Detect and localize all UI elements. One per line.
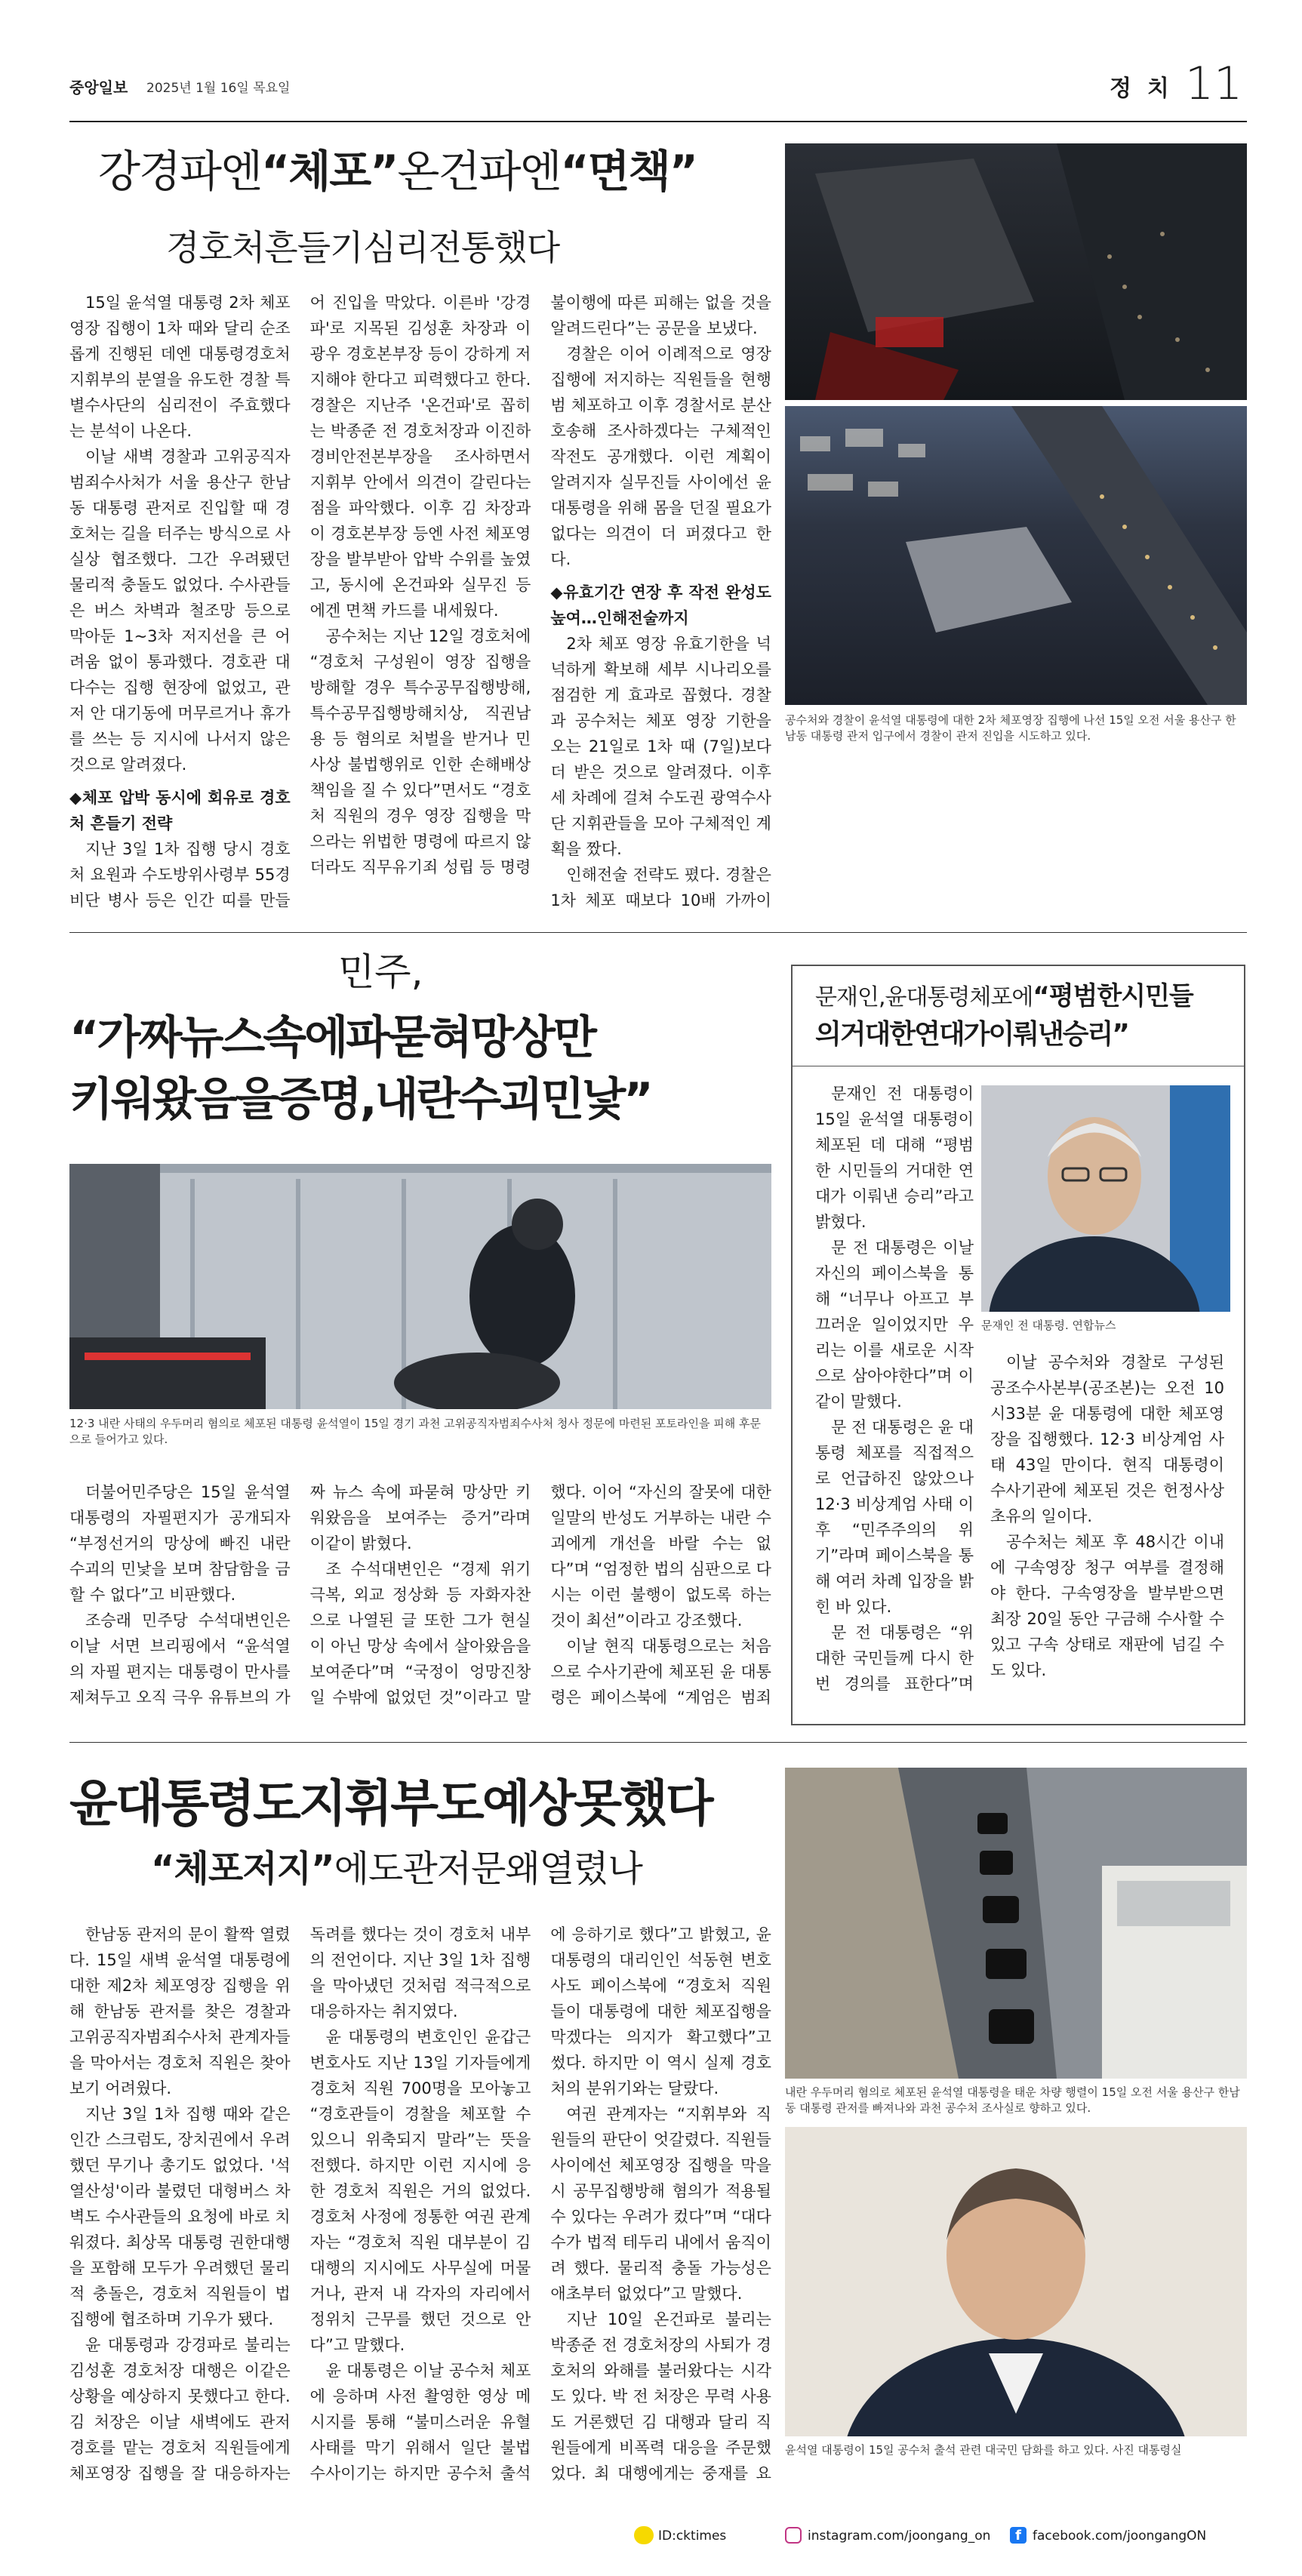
article1-headline: 강경파엔“체포”온건파엔“면책”	[98, 146, 697, 197]
article4-paragraph: 지난 10일 온건파로 불리는 박종준 전 경호처장의 사퇴가 경호처의 와해를 불러왔다는 시각도 있다. 박 전 처장은 무력 사용도 거론했던 김 대행과 달리 직원들에게 비폭력 대응을 주문했었다. 최 대행에게는 중재를 요	[550, 2310, 771, 2482]
night-aerial-image	[785, 143, 1247, 400]
article2-headline	[69, 1007, 779, 1131]
section-rule	[69, 932, 1247, 933]
article4-paragraph: 윤 대통령의 변호인인 윤갑근 변호사도 지난 13일 기자들에게 경호처 직원 700명을 모아놓고 “경호관들이 경찰을 체포할 수 있으니 위축되지 말라”는 뜻을 전했다. 하지만 이런 지시에 응한 경호처 직원은 거의 없었다. 경호처 사정에 정통한 여권 관계자는 “경호처 직원 대부분이 김 대행의 지시에도 사무실에 머물거나, 관저 내 각자의 자리에서 정위치 근무를 했던 것으로 안다”고 말했다.	[309, 2028, 531, 2354]
photo-yoon-arrival	[69, 1164, 771, 1409]
article1-paragraph: 15일 윤석열 대통령 2차 체포영장 집행이 1차 때와 달리 순조롭게 진행된 데엔 대통령경호처 지휘부의 분열을 유도한 경찰 특별수사단의 심리전이 주효했다는 분석이 나온다.	[69, 294, 291, 440]
photo-yoon-address	[785, 2127, 1247, 2436]
section-name: 정 치	[1110, 75, 1169, 102]
kakao-id[interactable]: ID:cktimes	[658, 2528, 727, 2544]
article2-paragraph: 이날 현직 대통령으로는 처음으로 수사기관에 체포된 윤 대통령은 페이스북에 “계엄은 범죄	[550, 1637, 771, 1707]
article1-paragraph: 인해전술 전략도 폈다. 경찰은 1차 체포 때보다 10배 가까이	[550, 866, 771, 909]
kakao-icon	[634, 2526, 654, 2544]
article2-headline-line2: 키워왔음을증명,내란수괴민낯”	[69, 1073, 651, 1126]
article2-body	[69, 1479, 771, 1728]
article1-paragraph: 2차 체포 영장 유효기한을 넉넉하게 확보해 세부 시나리오를 점검한 게 효과로 꼽혔다. 경찰과 공수처는 체포 영장 기한을 오는 21일로 1차 때 (7일)보다 더 받은 것으로 알려졌다. 이후 세 차례에 걸쳐 수도권 광역수사단 지휘관들을 모아 구체적인 계획을 짰다.	[550, 635, 771, 858]
article4-photo2-caption: 윤석열 대통령이 15일 공수처 출석 관련 대국민 담화를 하고 있다. 사진 대통령실	[785, 2443, 1182, 2457]
article3-paragraph: 문 전 대통령은 윤 대통령 체포를 직접적으로 언급하진 않았으나 12·3 비상계엄 사태 이후 “민주주의의 위기”라며 페이스북을 통해 여러 차례 입장을 밝힌 바 있다.	[815, 1418, 974, 1616]
page-number: 11	[1185, 57, 1243, 110]
photo-motorcade	[785, 1768, 1247, 2079]
photo-residence-dawn-aerial	[785, 406, 1247, 705]
article2-paragraph: 더불어민주당은 15일 윤석열 대통령의 자필편지가 공개되자 “부정선거의 망상에 빠진 내란 수괴의 민낯을 보며 참담함을 금할 수 없다”고 비판했다.	[69, 1483, 291, 1604]
article4-paragraph: 여권 관계자는 “지휘부와 직원들의 판단이 엇갈렸다. 직원들 사이에선 체포영장 집행을 막을 시 공무집행방해 혐의가 적용될 수 있다는 우려가 컸다”며 “대다수가 법적 테두리 내에서 움직이려 했다. 물리적 충돌 가능성은 애초부터 없었다”고 말했다.	[550, 2105, 771, 2303]
article4-body	[69, 1922, 771, 2510]
instagram-icon	[785, 2527, 802, 2544]
article4-paragraph: 지난 3일 1차 집행 때와 같은 인간 스크럼도, 장치권에서 우려했던 무기나 총기도 없었다. '석열산성'이라 불렸던 대형버스 차벽도 수사관들의 요청에 바로 치워졌다. 최상목 대통령 권한대행을 포함해 모두가 우려했던 물리적 충돌은, 경호처 직원들이 법 집행에 협조하며 기우가 됐다.	[69, 2105, 291, 2328]
article4-paragraph: 윤 대통령과 강경파로 불리는 김성훈 경호처장 대행은 이같은 상황을 예상하지 못했다고 한다. 김 처장은 이날 새벽에도 관저 경호를 맡는 경호처 직원들에게 체포영장 집행을 잘 대응하자는 독려를 했다는 것이 경호처 내부의 전언이다. 지난 3일 1차 집행을 막아냈던 것처럼 적극적으로 대응하자는 취지였다.	[69, 1925, 531, 2482]
article2-paragraph: 조승래 민주당 수석대변인은 이날 서면 브리핑에서 “윤석열의 자필 편지는 대통령이 만사를 제쳐두고 오직 극우 유튜브의 가짜 뉴스 속에 파묻혀 망상만 키워왔음을 보여주는 증거”라며 이같이 밝혔다.	[69, 1483, 531, 1707]
yoon-address-image	[785, 2127, 1247, 2436]
photo-moon	[981, 1085, 1230, 1312]
article1-section-heading: ◆체포 압박 동시에 회유로 경호처 흔들기 전략	[69, 789, 291, 833]
photo-residence-night-aerial	[785, 143, 1247, 400]
issue-date: 2025년 1월 16일 목요일	[146, 81, 291, 96]
instagram-link[interactable]: instagram.com/joongang_on	[808, 2528, 991, 2544]
article2-photo-caption: 12·3 내란 사태의 우두머리 혐의로 체포된 대통령 윤석열이 15일 경기 과천 고위공직자범죄수사처 청사 정문에 마련된 포토라인을 피해 후문으로 들어가고 있다.	[69, 1417, 762, 1446]
motorcade-image	[785, 1768, 1247, 2079]
article1-paragraph: 공수처는 지난 12일 경호처에 “경호처 구성원이 영장 집행을 방해할 경우 특수공무집행방해, 특수공무집행방해치상, 직권남용 등 혐의로 처벌을 받거나 민사상 불법행위로 인한 손해배상 책임을 질 수 있다”면서도 “경호처 직원의 경우 영장 집행을 막으라는 위법한 명령에 따르지 않더라도 직무유기죄 성립 등 명령 불이행에 따른 피해는 없을 것을 알려드린다”는 공문을 보냈다.	[309, 294, 771, 876]
article3-body-col2	[990, 1350, 1224, 1704]
facebook-icon: f	[1010, 2527, 1027, 2544]
header-rule	[69, 121, 1247, 122]
article1-paragraph: 경찰은 이어 이례적으로 영장 집행에 저지하는 직원들을 현행범 체포하고 이후 경찰서로 분산 호송해 조사하겠다는 구체적인 작전도 공개했다. 이런 계획이 알려지자 실무진들 사이에선 윤 대통령을 위해 몸을 던질 필요가 없다는 의견이 더 퍼졌다고 한다.	[550, 345, 771, 568]
article3-photo-caption: 문재인 전 대통령. 연합뉴스	[981, 1319, 1116, 1332]
article2-kicker: 민주,	[338, 950, 423, 994]
page-header	[69, 57, 1247, 118]
article4-paragraph: 한남동 관저의 문이 활짝 열렸다. 15일 새벽 윤석열 대통령에 대한 제2차 체포영장 집행을 위해 한남동 관저를 찾은 경찰과 고위공직자범죄수사처 관계자들을 막아서는 경호처 직원은 찾아보기 어려웠다.	[69, 1925, 291, 2097]
article3-paragraph: 문재인 전 대통령이 15일 윤석열 대통령이 체포된 데 대해 “평범한 시민들의 거대한 연대가 이뤄낸 승리”라고 밝혔다.	[815, 1085, 974, 1231]
article1-section-heading: ◆유효기간 연장 후 작전 완성도 높여…인해전술까지	[550, 583, 771, 627]
article3-paragraph: 이날 공수처와 경찰로 구성된 공조수사본부(공조본)는 오전 10시33분 윤 대통령에 대한 체포영장을 집행했다. 12·3 비상계엄 사태 43일 만이다. 현직 대통령이 수사기관에 체포된 것은 헌정사상 초유의 일이다.	[990, 1353, 1224, 1525]
moon-portrait-image	[981, 1085, 1230, 1312]
article4-paragraph: 윤 대통령은 이날 공수처 체포에 응하며 사전 촬영한 영상 메시지를 통해 “불미스러운 유혈 사태를 막기 위해서 일단 불법 수사이기는 하지만 공수처 출석에 응하기로 했다”고 밝혔고, 윤 대통령의 대리인인 석동현 변호사도 페이스북에 “경호처 직원들이 대통령에 대한 체포집행을 막겠다는 의지가 확고했다”고 썼다. 하지만 이 역시 실제 경호처의 분위기와는 달랐다.	[309, 1925, 771, 2482]
article1-body	[69, 290, 771, 918]
yoon-arrival-image	[69, 1164, 771, 1409]
article4-headline: 윤대통령도지휘부도예상못했다	[69, 1774, 712, 1833]
section-rule	[69, 1742, 1247, 1743]
article2-paragraph: 조 수석대변인은 “경제 위기 극복, 외교 정상화 등 자화자찬으로 나열된 글 또한 그가 현실이 아닌 망상 속에서 살아왔음을 보여준다”며 “국정이 엉망진창일 수밖에 없었던 것”이라고 말했다. 이어 “자신의 잘못에 대한 일말의 반성도 거부하는 내란 수괴에게 개선을 바랄 수는 없다”며 “엄정한 법의 심판으로 다시는 이런 불행이 없도록 하는 것이 최선”이라고 강조했다.	[309, 1483, 771, 1707]
article3-paragraph: 문 전 대통령은 “위대한 국민들께 다시 한번 경의를 표한다”며	[815, 1623, 974, 1693]
article3-body-col1	[815, 1081, 974, 1700]
article2-headline-line1: “가짜뉴스속에파묻혀망상만	[69, 1011, 595, 1064]
article4-subhead: “체포저지”에도관저문왜열렸나	[151, 1848, 642, 1890]
article1-paragraph: 지난 3일 1차 집행 당시 경호처 요원과 수도방위사령부 55경비단 병사 등은 인간 띠를 만들어 진입을 막았다. 이른바 '강경파'로 지목된 김성훈 차장과 이광우 경호본부장 등이 강하게 저지해야 한다고 피력했다고 한다. 경찰은 지난주 '온건파'로 꼽히는 박종준 전 경호처장과 이진하 경비안전본부장을 조사하면서 지휘부 안에서 의견이 갈린다는 점을 파악했다. 이후 김 차장과 이 경호본부장 등엔 사전 체포영장을 발부받아 압박 수위를 높였고, 동시에 온건파와 실무진 등에겐 면책 카드를 내세웠다.	[69, 294, 531, 909]
article1-paragraph: 이날 새벽 경찰과 고위공직자범죄수사처가 서울 용산구 한남동 대통령 관저로 진입할 때 경호처는 길을 터주는 방식으로 사실상 협조했다. 그간 우려됐던 물리적 충돌도 없었다. 수사관들은 버스 차벽과 철조망 등으로 막아둔 1~3차 저지선을 큰 어려움 없이 통과했다. 경호관 대다수는 집행 현장에 없었고, 관저 안 대기동에 머무르거나 휴가를 쓰는 등 지시에 나서지 않은 것으로 알려졌다.	[69, 448, 291, 774]
article3-headline: 의거대한연대가이뤄낸승리”	[815, 1019, 1128, 1050]
article1-subhead: 경호처흔들기심리전통했다	[166, 227, 560, 268]
article3-paragraph: 문 전 대통령은 이날 자신의 페이스북을 통해 “너무나 아프고 부끄러운 일이었지만 우리는 이를 새로운 시작으로 삼아야한다”며 이같이 말했다.	[815, 1239, 974, 1411]
masthead: 중앙일보	[69, 78, 128, 97]
article3-paragraph: 공수처는 체포 후 48시간 이내에 구속영장 청구 여부를 결정해야 한다. 구속영장을 발부받으면 최장 20일 동안 구금해 수사할 수 있고 구속 상태로 재판에 넘길 수도 있다.	[990, 1533, 1224, 1679]
article1-photo-caption: 공수처와 경찰이 윤석열 대통령에 대한 2차 체포영장 집행에 나선 15일 오전 서울 용산구 한남동 대통령 관저 입구에서 경찰이 관저 진입을 시도하고 있다.	[785, 713, 1236, 743]
article4-photo1-caption: 내란 우두머리 혐의로 체포된 윤석열 대통령을 태운 차량 행렬이 15일 오전 서울 용산구 한남동 대통령 관저를 빠져나와 과천 공수처 조사실로 향하고 있다.	[785, 2085, 1240, 2115]
article3-kicker: 문재인,윤대통령체포에“평범한시민들	[815, 981, 1193, 1011]
dawn-aerial-image	[785, 406, 1247, 705]
page-footer	[634, 2525, 1247, 2555]
facebook-link[interactable]: facebook.com/joongangON	[1033, 2528, 1207, 2544]
article3-box	[791, 965, 1245, 1725]
